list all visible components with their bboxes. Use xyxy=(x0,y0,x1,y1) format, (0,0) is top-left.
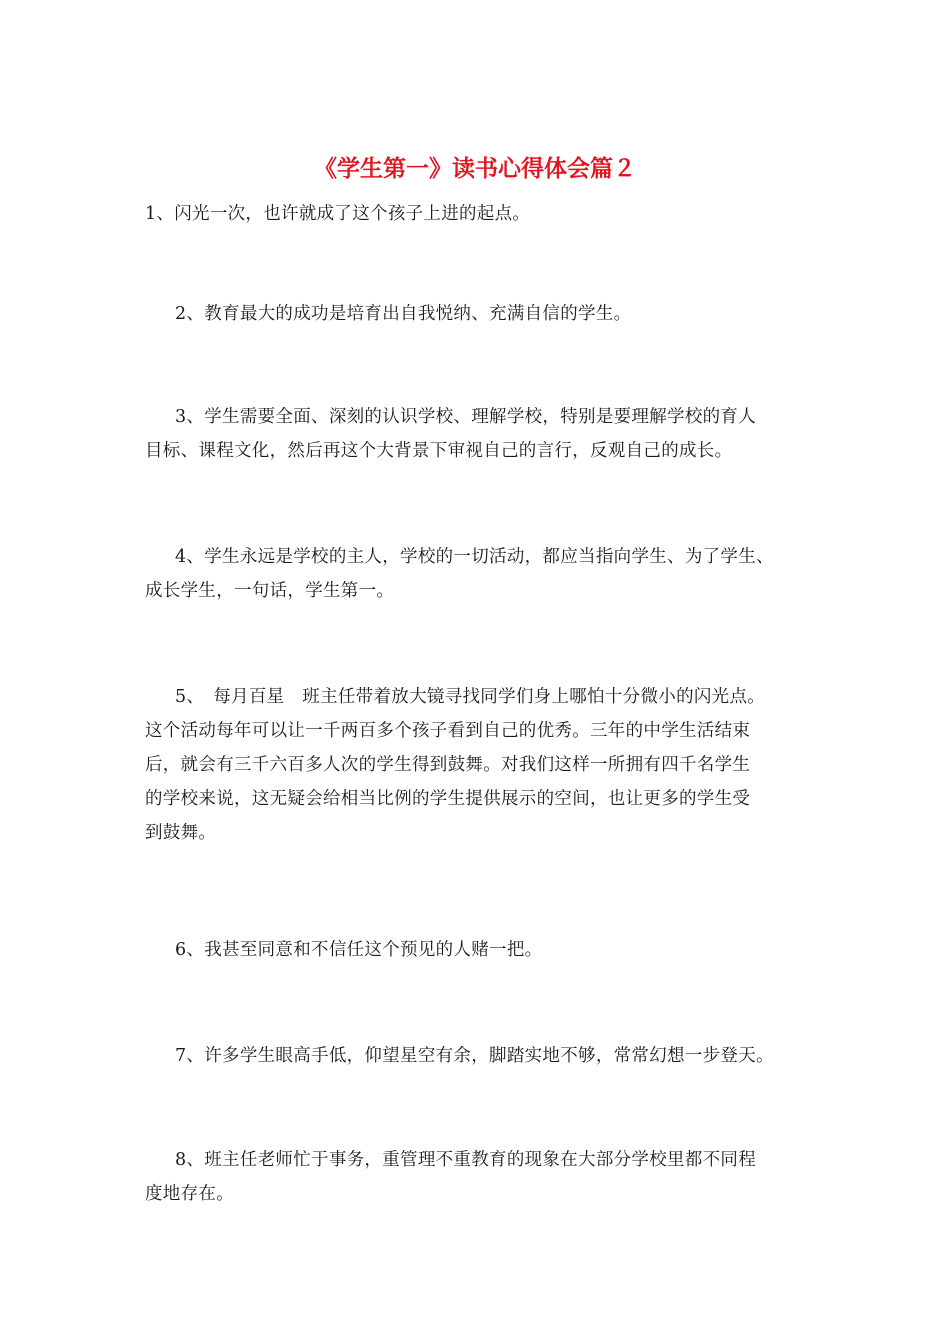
paragraph-8 xyxy=(145,1143,810,1211)
paragraph-line: 后，就会有三千六百多人次的学生得到鼓舞。对我们这样一所拥有四千名学生 xyxy=(145,755,751,775)
paragraph-7 xyxy=(145,1039,810,1073)
paragraph-line: 6、我甚至同意和不信任这个预见的人赌一把。 xyxy=(175,940,543,960)
document-title: 《学生第一》读书心得体会篇２ xyxy=(314,155,636,182)
paragraph-6 xyxy=(145,933,810,967)
paragraph-line: 4、学生永远是学校的主人，学校的一切活动，都应当指向学生、为了学生、 xyxy=(175,547,774,567)
paragraph-line: 目标、课程文化，然后再这个大背景下审视自己的言行，反观自己的成长。 xyxy=(145,441,733,461)
paragraph-line: 成长学生，一句话，学生第一。 xyxy=(145,581,395,601)
paragraph-3 xyxy=(145,400,810,468)
paragraph-line: 8、班主任老师忙于事务，重管理不重教育的现象在大部分学校里都不同程 xyxy=(175,1150,757,1170)
paragraph-5 xyxy=(145,680,810,850)
paragraph-line: 的学校来说，这无疑会给相当比例的学生提供展示的空间，也让更多的学生受 xyxy=(145,789,751,809)
paragraph-line: 1、闪光一次，也许就成了这个孩子上进的起点。 xyxy=(145,204,531,224)
paragraph-line: 这个活动每年可以让一千两百多个孩子看到自己的优秀。三年的中学生活结束 xyxy=(145,721,751,741)
paragraph-line: 到鼓舞。 xyxy=(145,823,217,843)
paragraph-line: 2、教育最大的成功是培育出自我悦纳、充满自信的学生。 xyxy=(175,304,632,324)
paragraph-line: 度地存在。 xyxy=(145,1184,234,1204)
paragraph-1 xyxy=(145,197,810,231)
paragraph-line: 7、许多学生眼高手低，仰望星空有余，脚踏实地不够，常常幻想一步登天。 xyxy=(175,1046,774,1066)
paragraph-2 xyxy=(145,297,810,331)
paragraph-4 xyxy=(145,540,810,608)
paragraph-line: 5、 每月百星 班主任带着放大镜寻找同学们身上哪怕十分微小的闪光点。 xyxy=(175,687,766,707)
paragraph-line: 3、学生需要全面、深刻的认识学校、理解学校，特别是要理解学校的育人 xyxy=(175,407,757,427)
